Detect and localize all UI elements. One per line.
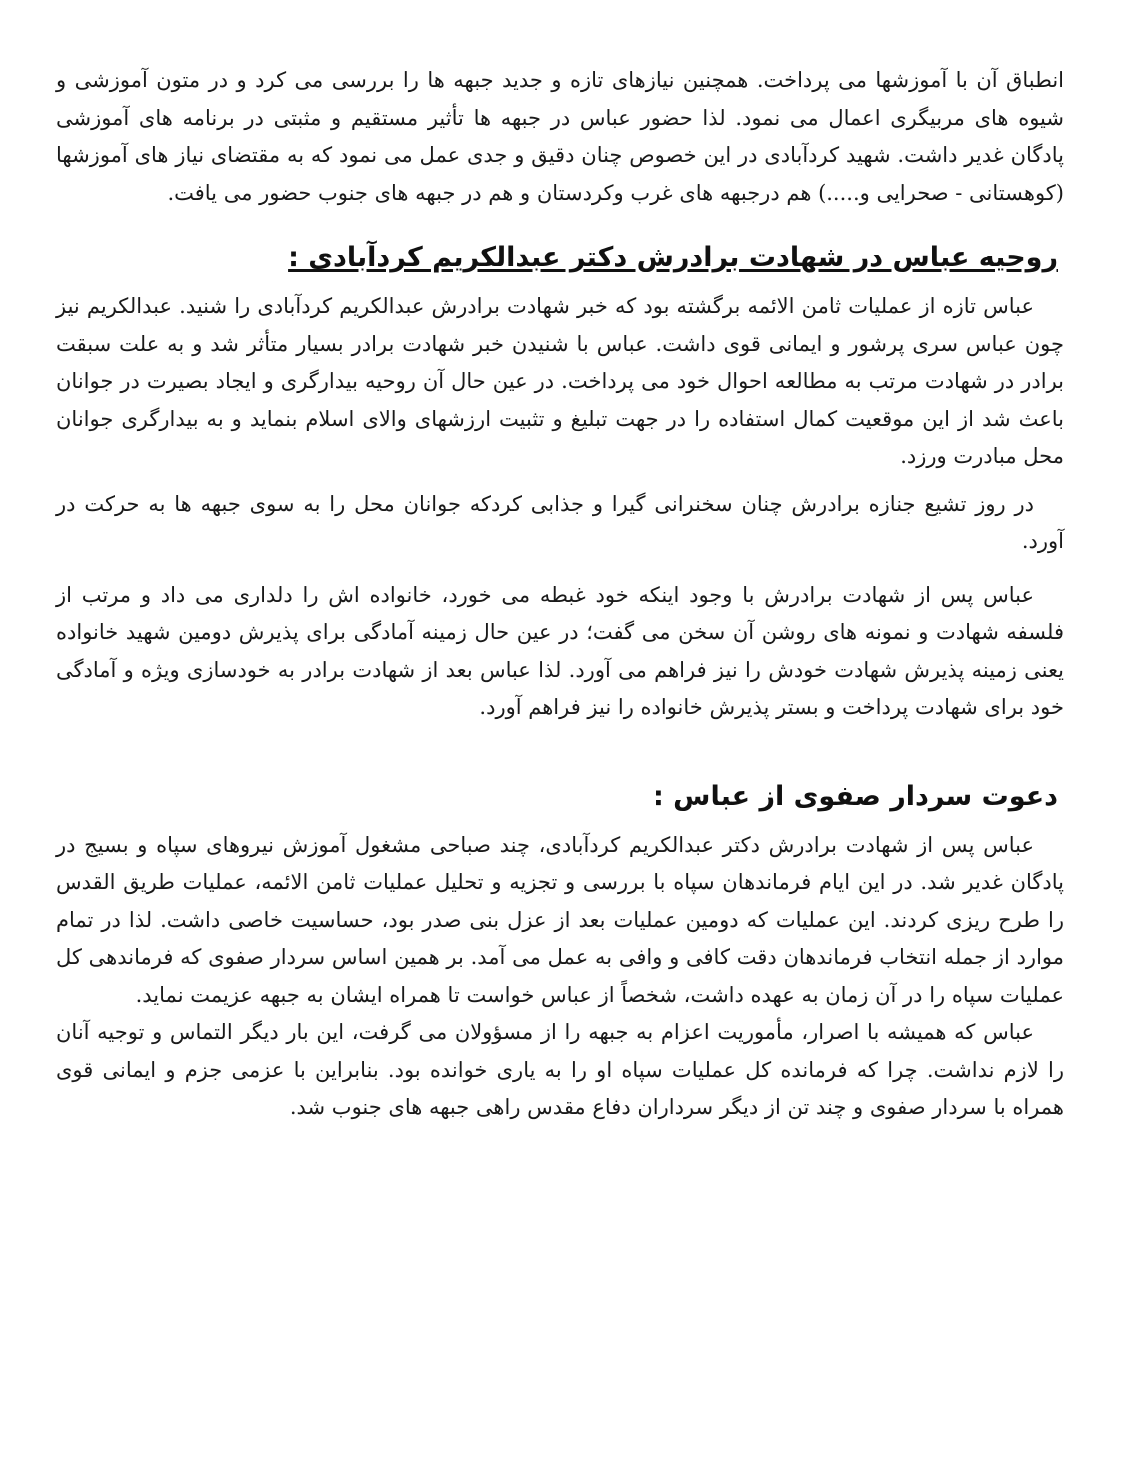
paragraph-family-consolation: عباس پس از شهادت برادرش با وجود اینکه خود غبطه می خورد، خانواده اش را دلداری می داد و مرتب از فلسفه شهادت و نمونه های روشن آن سخن می گفت؛ در عین حال زمینه آمادگی برای پذیرش دومین شهید خانواده یعنی زمینه پذیرش شهادت خودش را نیز فراهم می آورد. لذا عباس بعد از شهادت برادر به خودسازی ویژه و آمادگی خود برای شهادت پرداخت و بستر پذیرش خانواده را نیز فراهم آورد. — [56, 582, 1064, 719]
section-heading-safavi-invitation: دعوت سردار صفوی از عباس : — [652, 780, 1058, 812]
spacer — [56, 727, 1064, 777]
paragraph-departure-south: عباس که همیشه با اصرار، مأموریت اعزام به جبهه را از مسؤولان می گرفت، این بار دیگر التماس و توجیه آنان را لازم نداشت. چرا که فرمانده کل عملیات سپاه او را به یاری خوانده بود. بنابراین با عزمی جزم و ایمانی قوی همراه با سردار صفوی و چند تن از دیگر سرداران دفاع مقدس راهی جبهه های جنوب شد. — [56, 1020, 1064, 1119]
heading-wrap — [56, 238, 1064, 278]
paragraph-funeral-speech: در روز تشیع جنازه برادرش چنان سخنرانی گیرا و جذابی کردکه جوانان محل را به سوی جبهه ها به حرکت در آورد. — [56, 491, 1064, 553]
paragraph-tariq-alquds: عباس پس از شهادت برادرش دکتر عبدالکریم کردآبادی، چند صباحی مشغول آموزش نیروهای سپاه و بسیج در پادگان غدیر شد. در این ایام فرماندهان سپاه با بررسی و تجزیه و تحلیل عملیات ثامن الائمه، عملیات طریق القدس را طرح ریزی کردند. این عملیات که دومین عملیات بعد از عزل بنی صدر بود، حساسیت خاصی داشت. لذا در تمام موارد از جمله انتخاب فرماندهان دقت کافی و وافی به عمل می آمد. بر همین اساس سردار صفوی که فرماندهی کل عملیات سپاه را در آن زمان به عهده داشت، شخصاً از عباس خواست تا همراه ایشان به جبهه عزیمت نماید. — [56, 832, 1064, 1007]
heading-wrap — [56, 777, 1064, 817]
section-heading-brother-martyrdom: روحیه عباس در شهادت برادرش دکتر عبدالکریم کردآبادی : — [288, 242, 1058, 273]
paragraph-brother-news: عباس تازه از عملیات ثامن الائمه برگشته بود که خبر شهادت برادرش عبدالکریم کردآبادی را شنید. عبدالکریم نیز چون عباس سری پرشور و ایمانی قوی داشت. عباس با شنیدن خبر شهادت برادر بسیار متأثر شد و به علت سبقت برادر در شهادت مرتب به مطالعه احوال خود می پرداخت. در عین حال آن روحیه بیدارگری و ایجاد بصیرت در جوانان باعث شد از این موقعیت کمال استفاده را در جهت تبلیغ و تثبیت ارزشهای والای اسلام بنماید و به بیدارگری جوانان محل مبادرت ورزد. — [56, 294, 1065, 468]
spacer — [56, 817, 1064, 827]
spacer — [56, 476, 1064, 486]
paragraph-training-adaptation: انطباق آن با آموزشها می پرداخت. همچنین نیازهای تازه و جدید جبهه ها را بررسی می کرد و در متون آموزشی و شیوه های مربیگری اعمال می نمود. لذا حضور عباس در جبهه ها تأثیر مستقیم و مثبتی در برنامه های آموزشی پادگان غدیر داشت. شهید کردآبادی در این خصوص چنان دقیق و جدی عمل می نمود که به مقتضای نیاز های آموزشها (کوهستانی - صحرایی و.....) هم درجبهه های غرب وکردستان و هم در جبهه های جنوب حضور می یافت. — [56, 68, 1064, 205]
spacer — [56, 561, 1064, 577]
spacer — [56, 278, 1064, 288]
spacer — [56, 212, 1064, 238]
